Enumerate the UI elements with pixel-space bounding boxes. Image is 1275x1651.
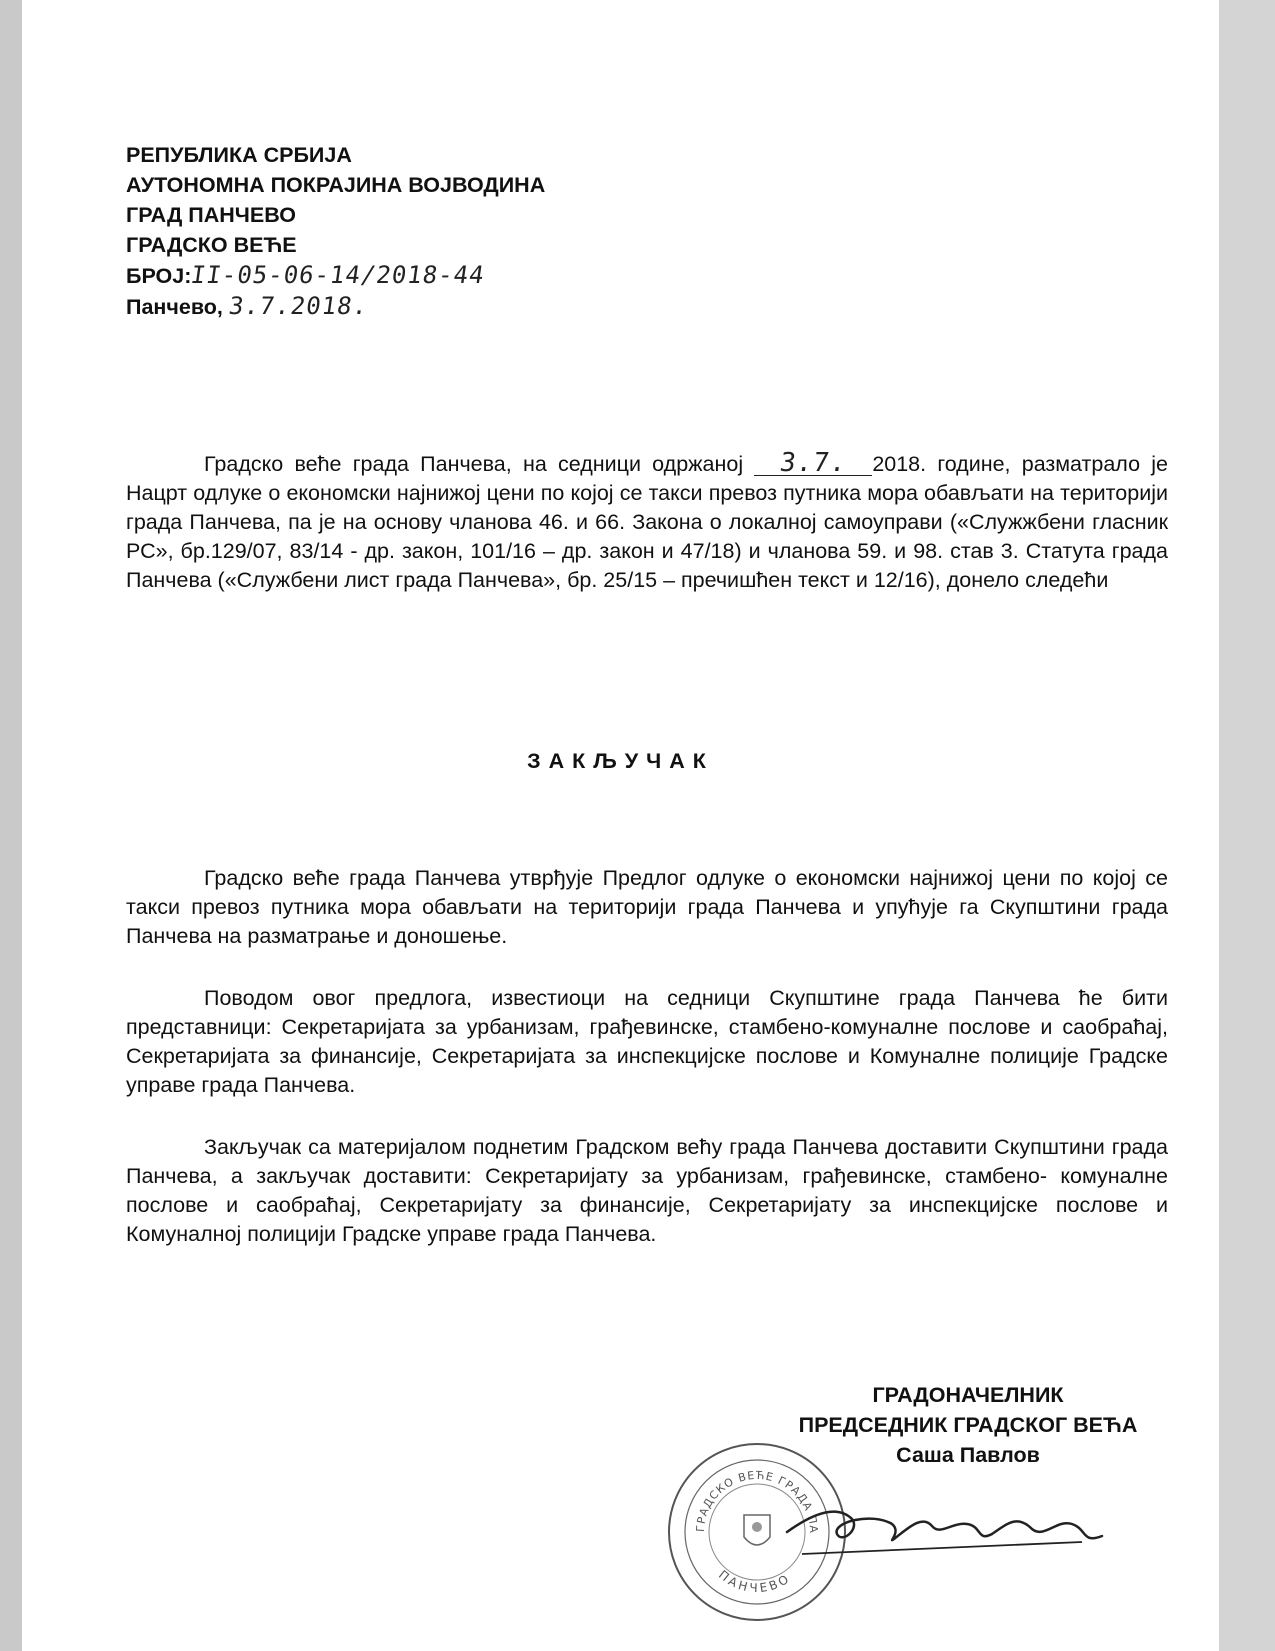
body-paragraph-2: Поводом овог предлога, известиоци на седници Скупштине града Панчева ће бити представници: Секретаријата за урбанизам, грађевинске, стамбено-комуналне послове и саобраћај, Секретаријата за финансије, Секретаријата за инспекцијске послове и Комуналне полиције Градске управе града Панчева.: [126, 986, 1168, 1097]
header-date-row: [126, 291, 545, 322]
seal-bottom-text: ПАНЧЕВО: [716, 1567, 794, 1596]
place-label: Панчево,: [126, 295, 223, 319]
intro-part2: 2018. године, разматрало је Нацрт одлуке о економски најнижој цени по којој се такси превоз путника мора обављати на територији града Панчева, па је на основу чланова 46. и 66. Закона о локалној самоуправи («Служжбени гласник РС», бр.129/07, 83/14 - др. закон, 101/16 – др. закон и 47/18) и чланова 59. и 98. став 3. Статута града Панчева («Службени лист града Панчева», бр. 25/15 – пречишћен текст и 12/16), донело следећи: [126, 452, 1168, 592]
session-date: 3.7.: [777, 448, 849, 478]
handwritten-signature: [782, 1484, 1112, 1569]
signatory-title-1: ГРАДОНАЧЕЛНИК: [872, 1383, 1064, 1407]
signature-block: [750, 1380, 1186, 1470]
document-header: [126, 140, 545, 322]
session-date-blank: [754, 448, 872, 478]
header-city: ГРАД ПАНЧЕВО: [126, 203, 296, 227]
seal-inner-text: ГРАДСКО ВЕЋЕ ГРАДА ПА: [693, 1468, 821, 1535]
header-province: АУТОНОМНА ПОКРАЈИНА ВОЈВОДИНА: [126, 173, 546, 197]
body-paragraph-3: Закључак са материјалом поднетим Градском већу града Панчева доставити Скупштини града Панчева, а закључак доставити: Секретаријату за урбанизам, грађевинске, стамбено- комуналне послове и саобраћај, Секретаријату за финансије, Секретаријату за инспекцијске послове и Комуналној полицији Градске управе града Панчева.: [126, 1135, 1168, 1246]
signatory-name: Саша Павлов: [896, 1443, 1040, 1467]
scan-edge-left: [0, 0, 22, 1651]
date-value: 3.7.2018.: [226, 292, 370, 320]
intro-paragraph: [126, 450, 1168, 595]
header-country: РЕПУБЛИКА СРБИЈА: [126, 143, 352, 167]
number-value: II-05-06-14/2018-44: [189, 261, 487, 289]
intro-part1: Градско веће града Панчева, на седници одржаној: [204, 452, 755, 476]
signatory-title-2: ПРЕДСЕДНИК ГРАДСКОГ ВЕЋА: [798, 1413, 1138, 1437]
header-council: ГРАДСКО ВЕЋЕ: [126, 233, 297, 257]
document-page: [22, 0, 1219, 1651]
number-label: БРОЈ:: [126, 264, 192, 288]
svg-text:ПАНЧЕВО: [716, 1568, 794, 1596]
scan-edge-right: [1219, 0, 1275, 1651]
document-title: ЗАКЉУЧАК: [527, 749, 714, 773]
body-paragraph-1: Градско веће града Панчева утврђује Предлог одлуке о економски најнижој цени по којој се такси превоз путника мора обављати на територији града Панчева и упућује га Скупштини града Панчева на разматрање и доношење.: [126, 866, 1168, 948]
header-number-row: [126, 260, 545, 291]
